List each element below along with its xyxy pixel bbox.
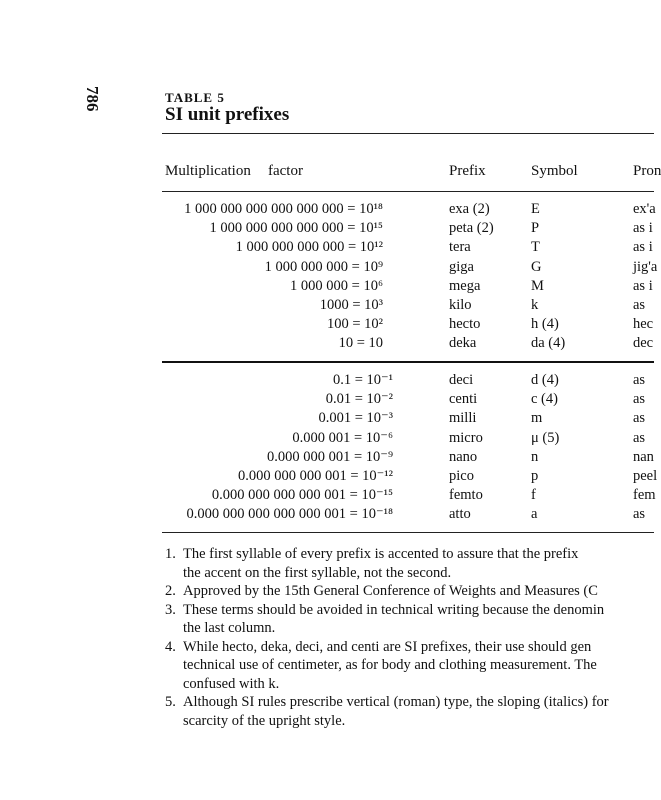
footnote-line: technical use of centimeter, as for body and clothing measurement. The	[183, 657, 597, 673]
symbol-cell: P	[531, 220, 540, 237]
factor-cell: 1 000 000 = 10⁶	[290, 277, 383, 294]
top-rule	[162, 133, 654, 134]
factor-cell: 0.1 = 10⁻¹	[332, 372, 393, 388]
pronunciation-cell: as i	[633, 239, 653, 256]
pronunciation-cell: fem	[633, 487, 656, 504]
footnote-number: 4.	[165, 638, 176, 655]
symbol-cell: T	[531, 239, 540, 256]
footnote-number: 2.	[165, 583, 176, 599]
header-multiplication: Multiplication	[165, 163, 251, 179]
pronunciation-cell: as i	[633, 277, 653, 294]
header-factor: factor	[268, 163, 303, 179]
factor-cell: 0.01 = 10⁻²	[325, 391, 393, 408]
header-prefix: Prefix	[449, 163, 486, 179]
footnote-line: the accent on the first syllable, not the second.	[183, 564, 452, 581]
pronunciation-cell: as	[633, 391, 646, 408]
symbol-cell: c (4)	[531, 391, 558, 408]
footnote-number: 5.	[165, 694, 176, 710]
footnote-line: The first syllable of every prefix is accented to assure that the prefix	[183, 546, 579, 562]
factor-cell: 1 000 000 000 000 = 10¹²	[235, 239, 383, 256]
footnote-line: the last column.	[183, 620, 276, 636]
symbol-cell: m	[531, 410, 543, 427]
footnote-line: Although SI rules prescribe vertical (roman) type, the sloping (italics) for	[183, 694, 609, 710]
factor-cell: 0.000 000 000 000 000 001 = 10⁻¹⁸	[186, 506, 393, 523]
factor-cell: 10 = 10	[338, 335, 383, 352]
symbol-cell: G	[531, 258, 542, 275]
pronunciation-cell: as	[633, 410, 646, 427]
factor-cell: 0.000 000 000 001 = 10⁻¹²	[237, 468, 393, 484]
pronunciation-cell: peel	[633, 468, 658, 484]
symbol-cell: E	[531, 201, 540, 217]
page-number: 786	[83, 86, 102, 112]
symbol-cell: da (4)	[531, 335, 566, 352]
symbol-cell: p	[531, 468, 539, 484]
bottom-rule	[162, 532, 654, 533]
symbol-cell: k	[531, 297, 539, 313]
factor-cell: 0.000 000 000 000 001 = 10⁻¹⁵	[211, 487, 393, 504]
prefix-cell: femto	[449, 487, 483, 504]
prefix-cell: hecto	[449, 316, 481, 333]
footnote-line: Approved by the 15th General Conference of Weights and Measures (C	[183, 583, 598, 599]
prefix-cell: kilo	[449, 297, 472, 313]
factor-cell: 1 000 000 000 000 000 = 10¹⁵	[209, 220, 383, 237]
footnote-line: scarcity of the upright style.	[183, 712, 346, 729]
prefix-cell: exa (2)	[449, 201, 490, 217]
prefix-cell: atto	[449, 506, 471, 523]
prefix-cell: deci	[449, 372, 474, 388]
footnote-line: These terms should be avoided in technical writing because the denomin	[183, 601, 605, 618]
pronunciation-cell: hec	[633, 316, 654, 333]
symbol-cell: d (4)	[531, 372, 559, 388]
header-rule	[162, 191, 654, 192]
pronunciation-cell: nan	[633, 448, 654, 465]
pronunciation-cell: as	[633, 429, 646, 446]
footnote-line: While hecto, deka, deci, and centi are SI prefixes, their use should gen	[183, 638, 592, 655]
footnote-number: 3.	[165, 601, 176, 618]
symbol-cell: M	[531, 277, 544, 294]
symbol-cell: a	[531, 506, 538, 523]
prefix-cell: pico	[449, 468, 474, 484]
pronunciation-cell: as	[633, 297, 646, 313]
header-pronunciation: Pron	[633, 163, 661, 179]
pronunciation-cell: jig'a	[633, 258, 658, 275]
prefix-cell: micro	[449, 429, 483, 446]
prefix-cell: deka	[449, 335, 477, 352]
factor-cell: 0.001 = 10⁻³	[318, 410, 393, 427]
pronunciation-cell: as	[633, 506, 646, 523]
factor-cell: 100 = 10²	[326, 316, 383, 333]
factor-cell: 1 000 000 000 = 10⁹	[264, 258, 383, 275]
factor-cell: 0.000 001 = 10⁻⁶	[292, 429, 393, 446]
table-title: SI unit prefixes	[165, 104, 290, 125]
factor-cell: 1 000 000 000 000 000 000 = 10¹⁸	[184, 201, 383, 217]
footnote-line: confused with k.	[183, 675, 280, 692]
prefix-cell: tera	[449, 239, 471, 256]
factor-cell: 0.000 000 001 = 10⁻⁹	[266, 448, 393, 465]
section-divider	[162, 361, 654, 363]
footnote-number: 1.	[165, 546, 176, 562]
table-label: TABLE 5	[165, 90, 225, 105]
pronunciation-cell: ex'a	[633, 201, 656, 217]
header-symbol: Symbol	[531, 163, 578, 179]
prefix-cell: centi	[449, 391, 478, 408]
prefix-cell: milli	[449, 410, 477, 427]
prefix-cell: nano	[449, 448, 478, 465]
pronunciation-cell: dec	[633, 335, 654, 352]
symbol-cell: n	[531, 448, 539, 465]
prefix-cell: mega	[449, 277, 481, 294]
symbol-cell: h (4)	[531, 316, 559, 333]
pronunciation-cell: as i	[633, 220, 653, 237]
prefix-cell: giga	[449, 258, 474, 275]
symbol-cell: f	[531, 487, 536, 504]
pronunciation-cell: as	[633, 372, 646, 388]
symbol-cell: μ (5)	[531, 429, 560, 446]
prefix-cell: peta (2)	[449, 220, 494, 237]
factor-cell: 1000 = 10³	[319, 297, 383, 313]
